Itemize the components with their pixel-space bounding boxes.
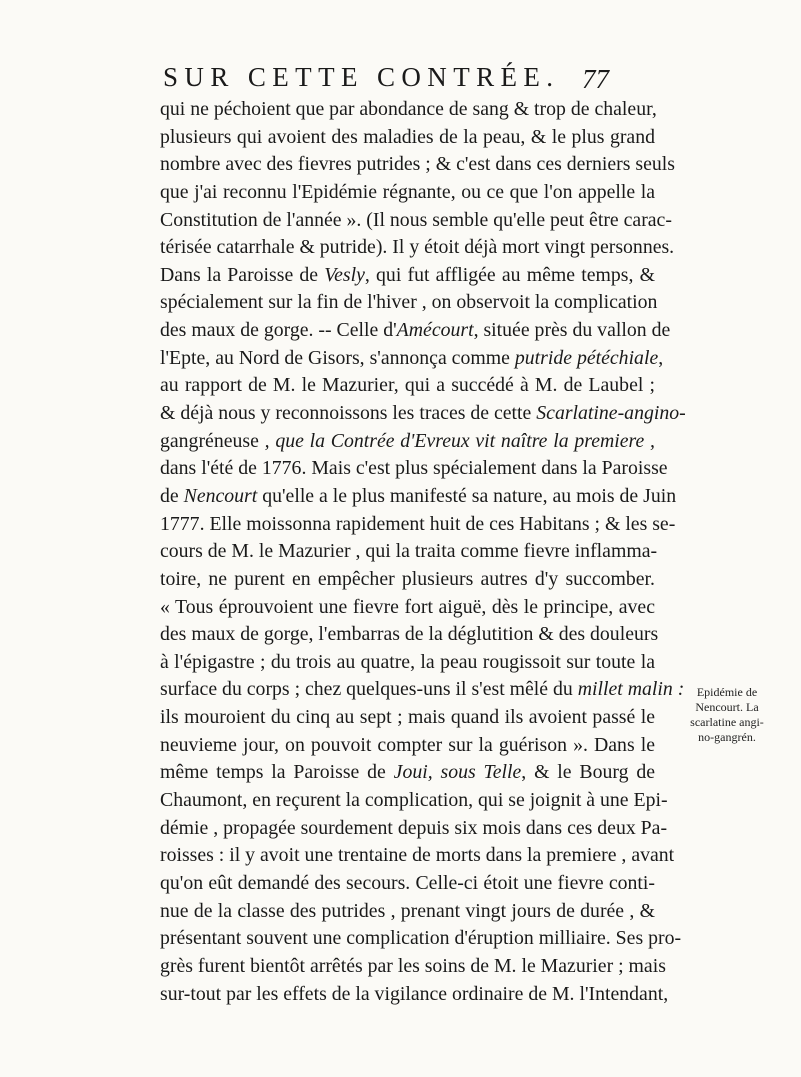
italic-term: putride pétéchiale — [514, 346, 659, 369]
text-run: surface du corps ; chez quelques-uns il s'est mêlé du — [160, 678, 578, 701]
text-line — [160, 815, 668, 843]
text-line — [160, 870, 655, 898]
text-line — [160, 345, 664, 373]
text-run: cours de M. le Mazurier , qui la traita comme fievre inflamma- — [160, 540, 658, 563]
text-line — [160, 759, 655, 787]
text-run: qui ne péchoient que par abondance de sang & trop de chaleur, — [160, 98, 657, 120]
page-number: 77 — [582, 64, 609, 94]
text-line — [160, 842, 675, 870]
text-line — [160, 621, 659, 649]
text-run: plusieurs qui avoient des maladies de la peau, & le plus grand — [160, 125, 655, 148]
text-line — [160, 538, 658, 566]
text-line — [160, 317, 671, 345]
marginal-note-line: scarlatine angi- — [690, 715, 764, 729]
text-run: qu'on eût demandé des secours. Celle-ci étoit une fievre conti- — [160, 871, 655, 894]
text-line — [160, 289, 658, 317]
text-line — [160, 428, 655, 456]
text-line — [160, 732, 655, 760]
text-run: même temps la Paroisse de — [160, 761, 394, 784]
marginal-note-line: Epidémie de — [696, 685, 758, 699]
running-title: SUR CETTE CONTRÉE. — [163, 62, 560, 92]
text-run: présentant souvent une complication d'éruption milliaire. Ses pro- — [160, 927, 682, 950]
italic-term: , que la Contrée d'Evreux vit naître la premiere , — [258, 429, 655, 452]
italic-term: Scarlatine-angino- — [536, 402, 686, 425]
text-run: démie , propagée sourdement depuis six mois dans ces deux Pa- — [160, 816, 668, 839]
italic-term: millet malin : — [577, 678, 685, 701]
text-run: toire, ne purent en empêcher plusieurs autres d'y succomber. — [160, 567, 655, 590]
text-line — [160, 704, 655, 732]
text-run: Constitution de l'année ». (Il nous semble qu'elle peut être carac- — [160, 208, 672, 231]
marginal-note-line: no-gangrén. — [698, 730, 756, 744]
marginal-note-line: Nencourt. La — [695, 700, 759, 714]
text-run: des maux de gorge, l'embarras de la déglutition & des douleurs — [160, 623, 659, 646]
italic-term: Vesly — [324, 263, 365, 286]
text-run: qu'elle a le plus manifesté sa nature, au mois de Juin — [257, 484, 677, 507]
body-text — [160, 96, 686, 1008]
text-line — [160, 151, 675, 179]
text-line — [160, 787, 668, 815]
text-run: à l'épigastre ; du trois au quatre, la peau rougissoit sur toute la — [160, 650, 655, 673]
text-run: térisée catarrhale & putride). Il y étoit déjà mort vingt personnes. — [160, 236, 675, 259]
text-line — [160, 566, 655, 594]
text-run: roisses : il y avoit une trentaine de morts dans la premiere , avant — [160, 844, 675, 867]
text-line — [160, 676, 685, 704]
text-line — [160, 455, 668, 483]
text-run: neuvieme jour, on pouvoit compter sur la guérison ». Dans le — [160, 733, 655, 756]
text-line — [160, 207, 672, 235]
text-line — [160, 953, 666, 981]
text-run: , située près du vallon de — [473, 319, 671, 342]
text-line — [160, 124, 655, 152]
text-line — [160, 483, 677, 511]
text-line — [160, 925, 682, 953]
text-run: au rapport de M. le Mazurier, qui a succédé à M. de Laubel ; — [160, 374, 655, 397]
text-run: Dans la Paroisse de — [160, 263, 325, 286]
text-run: de — [160, 484, 184, 507]
text-line — [160, 649, 655, 677]
text-run: nue de la classe des putrides , prenant vingt jours de durée , & — [160, 899, 655, 922]
text-run: l'Epte, au Nord de Gisors, s'annonça comme — [160, 346, 515, 369]
text-run: dans l'été de 1776. Mais c'est plus spécialement dans la Paroisse — [160, 457, 668, 480]
text-run: des maux de gorge. -- Celle d' — [160, 319, 397, 342]
text-run: spécialement sur la fin de l'hiver , on observoit la complication — [160, 291, 658, 314]
italic-term: Amécourt — [396, 319, 474, 342]
text-run: que j'ai reconnu l'Epidémie régnante, ou ce que l'on appelle la — [160, 180, 655, 203]
text-line — [160, 179, 655, 207]
text-line — [160, 898, 655, 926]
text-run: 1777. Elle moissonna rapidement huit de ces Habitans ; & les se- — [160, 512, 676, 535]
italic-term: Nencourt — [183, 484, 258, 507]
text-line — [160, 594, 655, 622]
text-run: sur-tout par les effets de la vigilance ordinaire de M. l'Intendant, — [160, 982, 669, 1005]
text-run: « Tous éprouvoient une fievre fort aiguë, dès le principe, avec — [160, 595, 655, 618]
text-run: & déjà nous y reconnoissons les traces de cette — [160, 402, 537, 425]
text-run: , & le Bourg de — [521, 761, 656, 784]
italic-term: Joui, sous Telle — [393, 761, 522, 784]
text-line — [160, 234, 675, 262]
text-line — [160, 981, 669, 1009]
text-line — [160, 400, 686, 428]
marginal-note — [673, 685, 781, 745]
text-line — [160, 511, 676, 539]
text-run: Chaumont, en reçurent la complication, qui se joignit à une Epi- — [160, 789, 668, 812]
text-run: , qui fut affligée au même temps, & — [364, 263, 655, 286]
text-line — [160, 262, 655, 290]
text-line — [160, 96, 655, 124]
text-run: grès furent bientôt arrêtés par les soins de M. le Mazurier ; mais — [160, 954, 666, 977]
text-line — [160, 372, 655, 400]
text-run: ils mouroient du cinq au sept ; mais quand ils avoient passé le — [160, 706, 655, 729]
text-run: gangréneuse — [160, 429, 259, 452]
text-run: , — [658, 346, 664, 369]
text-run: nombre avec des fievres putrides ; & c'est dans ces derniers seuls — [160, 153, 675, 176]
